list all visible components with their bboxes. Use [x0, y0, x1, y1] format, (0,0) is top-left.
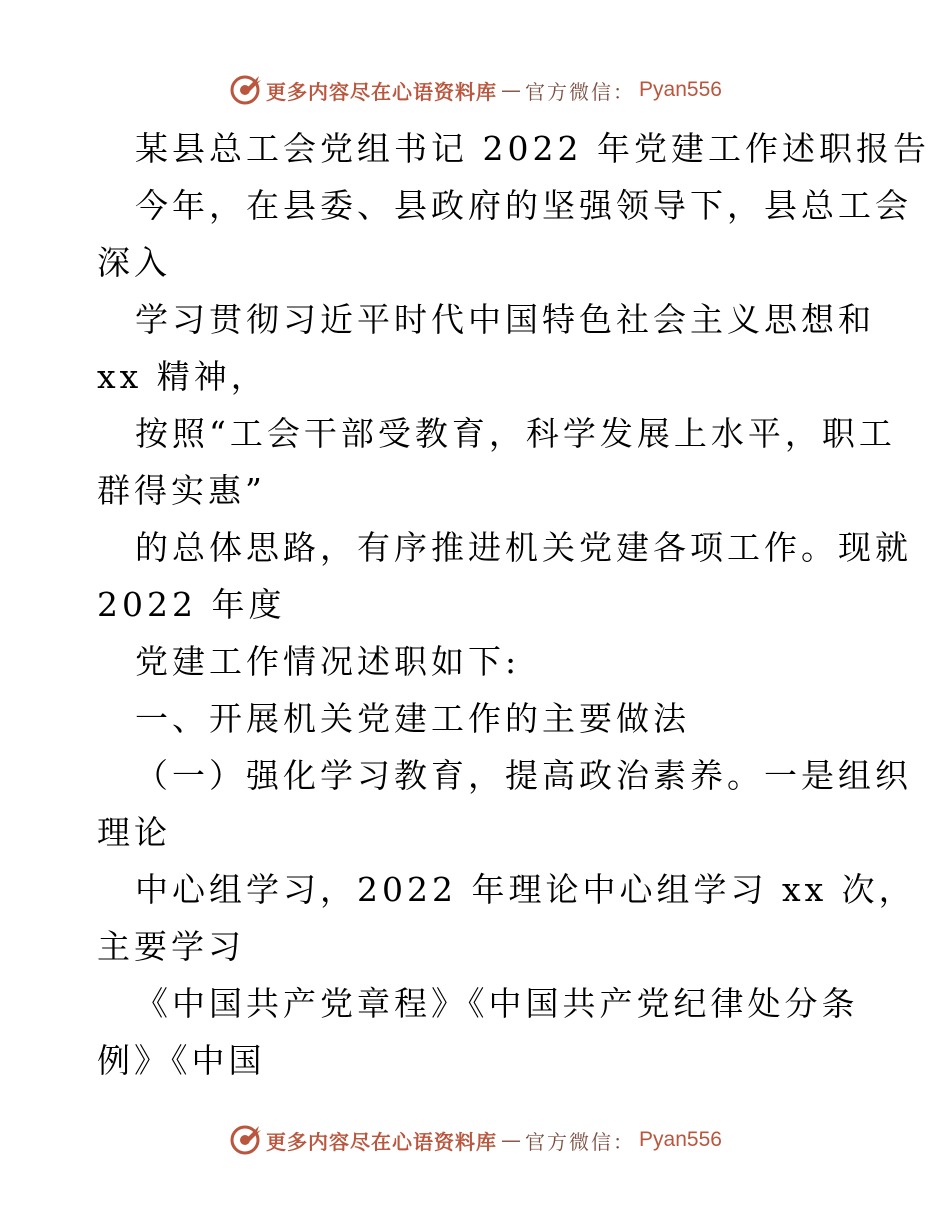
watermark-dash: —: [501, 1128, 522, 1152]
paragraph-line: 学习贯彻习近平时代中国特色社会主义思想和: [135, 300, 875, 339]
watermark-wechat-label: 官方微信：: [525, 79, 636, 104]
paragraph-line: 群得实惠”: [97, 471, 266, 510]
watermark-wechat-id: Pyan556: [639, 78, 722, 101]
paragraph-line: 今年，在县委、县政府的坚强领导下，县总工会: [135, 186, 912, 225]
watermark-site-text: 更多内容尽在心语资料库: [266, 79, 498, 104]
paragraph-line: 主要学习: [97, 927, 245, 966]
paragraph-line: xx 精神，: [97, 357, 268, 396]
pen-nib-circle-icon: [228, 73, 262, 107]
watermark-content: [228, 73, 722, 107]
paragraph-line: 例》《中国: [97, 1041, 266, 1080]
watermark-site-text: 更多内容尽在心语资料库: [266, 1129, 498, 1154]
section-heading: 一、开展机关党建工作的主要做法: [135, 699, 690, 738]
paragraph-line: 党建工作情况述职如下:: [135, 642, 521, 681]
paragraph-line: 中心组学习，2022 年理论中心组学习 xx 次，: [135, 870, 916, 909]
watermark-content: [228, 1123, 722, 1157]
paragraph-line: 《中国共产党章程》《中国共产党纪律处分条: [135, 984, 859, 1023]
paragraph-line: 2022 年度: [97, 585, 286, 624]
pen-nib-circle-icon: [228, 1123, 262, 1157]
watermark-wechat-id: Pyan556: [639, 1128, 722, 1151]
document-title: 某县总工会党组书记 2022 年党建工作述职报告: [135, 129, 930, 168]
watermark-dash: —: [501, 78, 522, 102]
paragraph-line: 理论: [97, 813, 171, 852]
watermark-wechat-label: 官方微信：: [525, 1129, 636, 1154]
paragraph-line: 的总体思路，有序推进机关党建各项工作。现就: [135, 528, 912, 567]
watermark-header: [0, 70, 950, 110]
paragraph-line: 按照“工会干部受教育，科学发展上水平，职工: [135, 414, 896, 453]
paragraph-line: 深入: [97, 243, 171, 282]
watermark-footer: [0, 1120, 950, 1160]
subsection-line: （一）强化学习教育，提高政治素养。一是组织: [135, 756, 912, 795]
document-body: [97, 120, 930, 1089]
